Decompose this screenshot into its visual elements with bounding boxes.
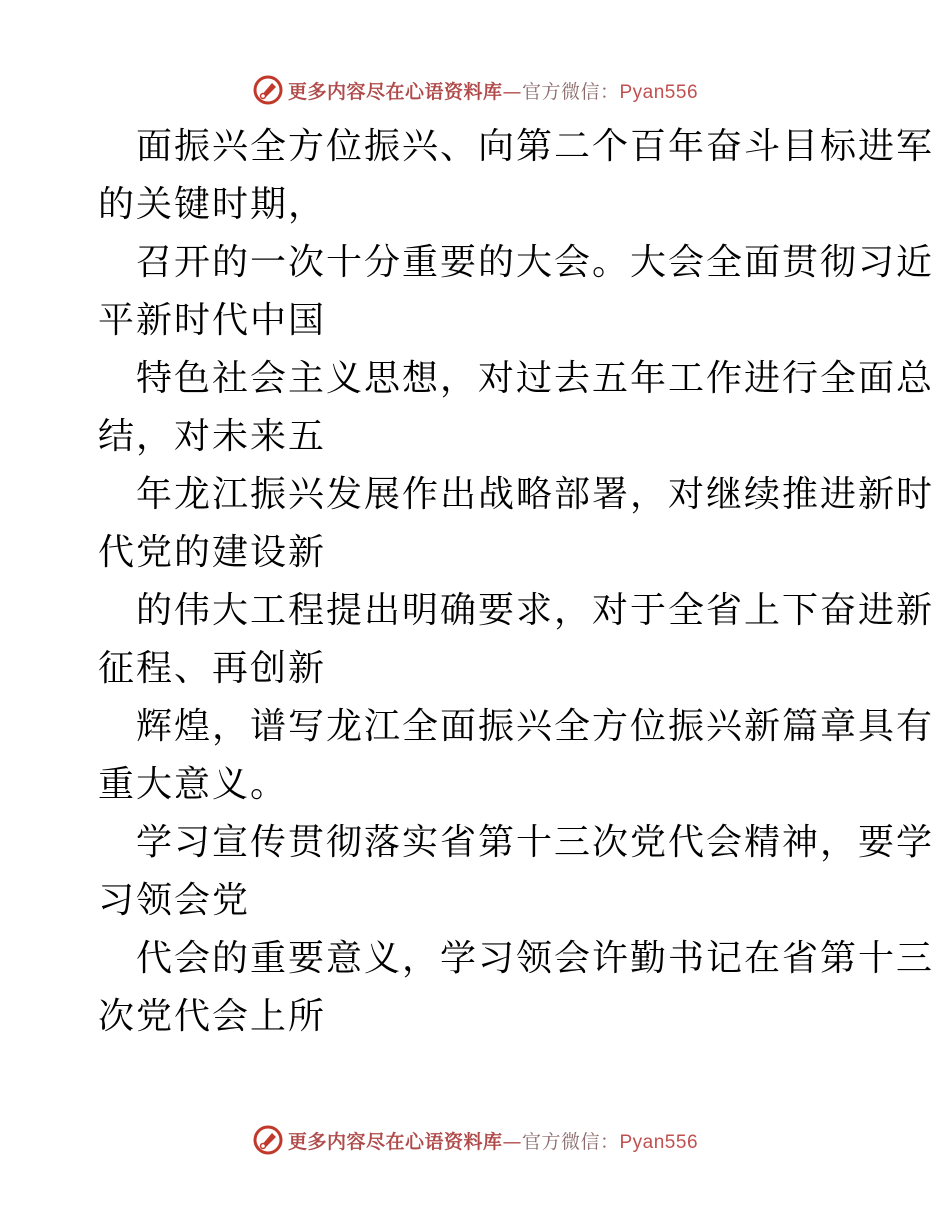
footer-wechat-id: Pyan556 bbox=[619, 1131, 699, 1153]
paragraph-line: 召开的一次十分重要的大会。大会全面贯彻习近 bbox=[136, 242, 935, 283]
paragraph-line: 的伟大工程提出明确要求，对于全省上下奋进新 bbox=[136, 590, 935, 631]
header-dash: — bbox=[502, 80, 522, 103]
footer-text bbox=[288, 1127, 698, 1154]
pen-logo-icon bbox=[252, 74, 284, 106]
footer-banner bbox=[0, 1120, 950, 1160]
header-brand-text: 更多内容尽在心语资料库 bbox=[287, 80, 503, 103]
paragraph-line: 结，对未来五 bbox=[98, 416, 327, 457]
paragraph-4 bbox=[98, 466, 935, 582]
paragraph-7 bbox=[98, 814, 935, 930]
paragraph-6 bbox=[98, 698, 935, 814]
paragraph-line: 习领会党 bbox=[98, 880, 251, 921]
paragraph-line: 年龙江振兴发展作出战略部署，对继续推进新时 bbox=[136, 474, 935, 515]
paragraph-line: 重大意义。 bbox=[98, 764, 289, 805]
header-text bbox=[288, 77, 698, 104]
paragraph-line: 辉煌，谱写龙江全面振兴全方位振兴新篇章具有 bbox=[136, 706, 935, 747]
paragraph-line: 征程、再创新 bbox=[98, 648, 327, 689]
header-wechat-id: Pyan556 bbox=[619, 81, 699, 103]
footer-wechat-label: 官方微信： bbox=[521, 1130, 620, 1153]
paragraph-line: 代会的重要意义，学习领会许勤书记在省第十三 bbox=[136, 938, 935, 979]
paragraph-line: 代党的建设新 bbox=[98, 532, 327, 573]
paragraph-line: 面振兴全方位振兴、向第二个百年奋斗目标进军 bbox=[136, 126, 935, 167]
paragraph-line: 次党代会上所 bbox=[98, 996, 327, 1037]
header-wechat-label: 官方微信： bbox=[521, 80, 620, 103]
paragraph-3 bbox=[98, 350, 935, 466]
footer-brand-text: 更多内容尽在心语资料库 bbox=[287, 1130, 503, 1153]
paragraph-8 bbox=[98, 930, 935, 1046]
paragraph-2 bbox=[98, 234, 935, 350]
pen-logo-icon bbox=[252, 1124, 284, 1156]
document-body bbox=[98, 118, 935, 1046]
paragraph-line: 的关键时期， bbox=[98, 184, 327, 225]
header-banner bbox=[0, 70, 950, 110]
footer-dash: — bbox=[502, 1130, 522, 1153]
paragraph-line: 平新时代中国 bbox=[98, 300, 327, 341]
paragraph-line: 特色社会主义思想，对过去五年工作进行全面总 bbox=[136, 358, 935, 399]
paragraph-line: 学习宣传贯彻落实省第十三次党代会精神，要学 bbox=[136, 822, 935, 863]
paragraph-5 bbox=[98, 582, 935, 698]
paragraph-1 bbox=[98, 118, 935, 234]
